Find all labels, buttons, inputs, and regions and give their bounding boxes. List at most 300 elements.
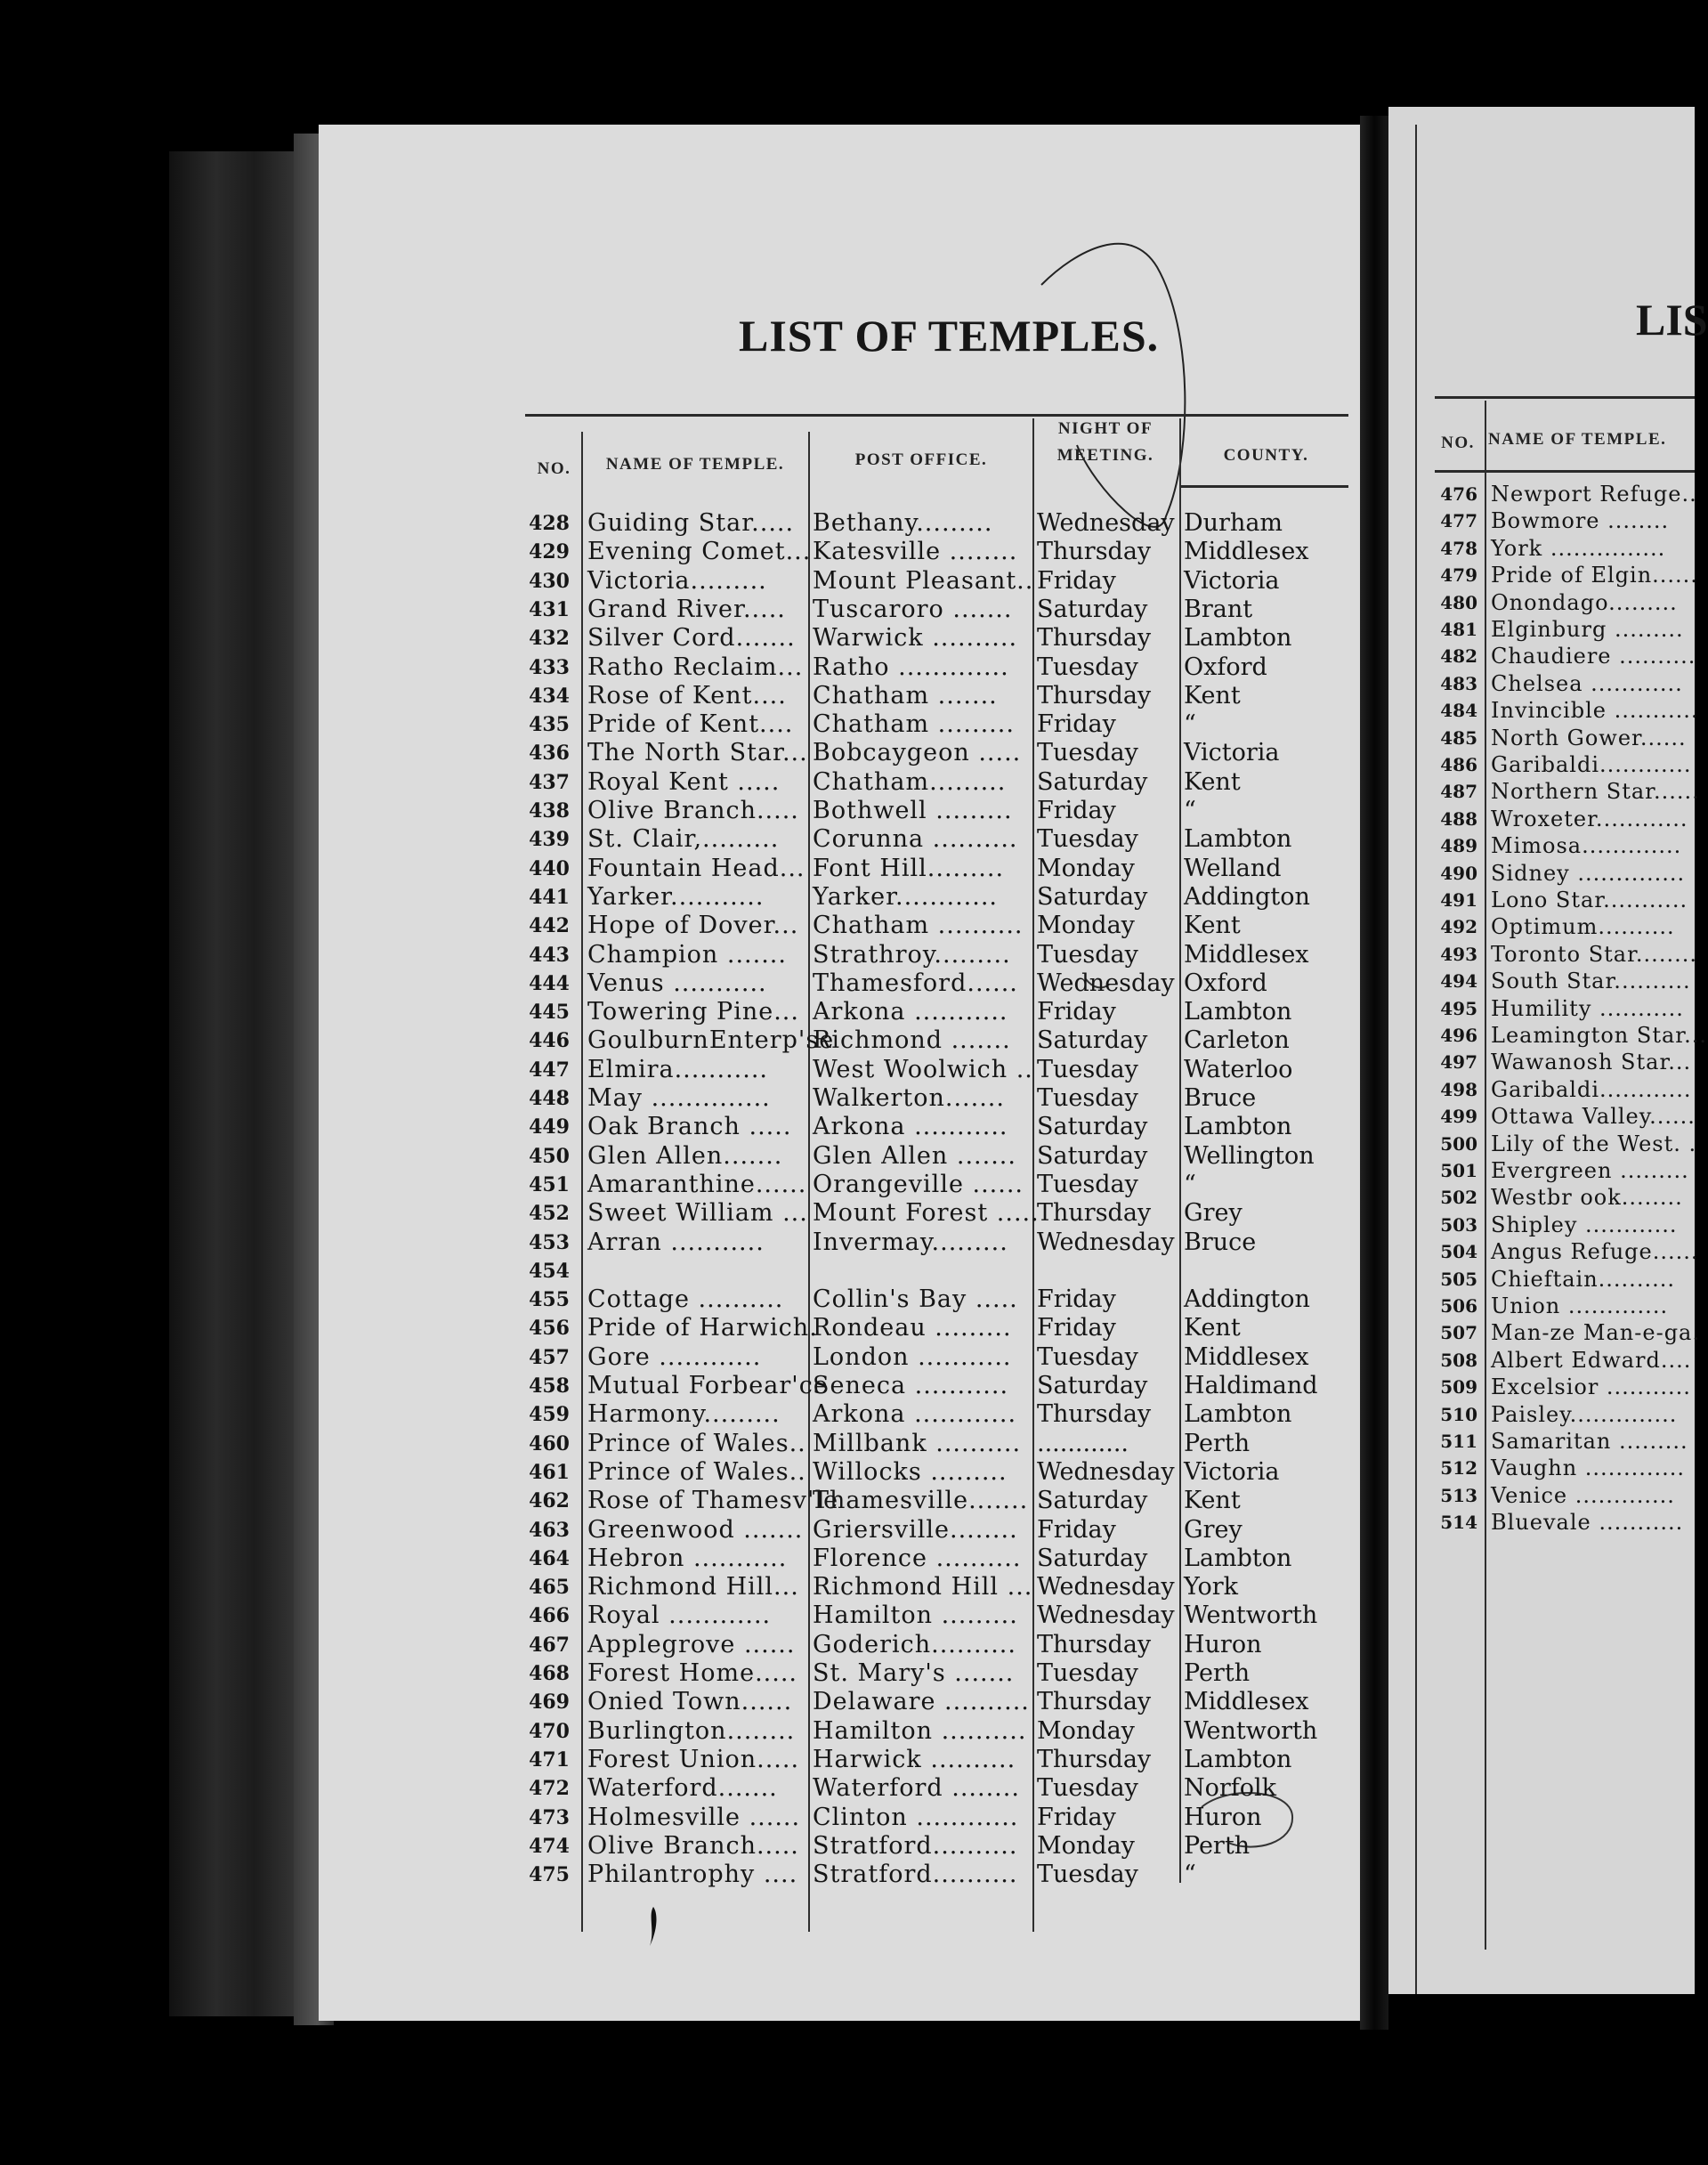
- temple-number: 471: [529, 1747, 570, 1772]
- county: Victoria: [1184, 1457, 1280, 1486]
- temple-number: 441: [529, 885, 570, 909]
- post-office: Millbank ..........: [813, 1429, 1022, 1457]
- county: “: [1184, 710, 1196, 739]
- temple-name: Olive Branch.....: [587, 797, 799, 824]
- temple-name: Lono Star...........: [1491, 888, 1688, 912]
- post-office: Willocks .........: [813, 1457, 1008, 1486]
- table-row: [525, 942, 1353, 969]
- post-office: St. Mary's .......: [813, 1659, 1015, 1687]
- meeting-night: Friday: [1037, 566, 1116, 595]
- post-office: Seneca ...........: [813, 1372, 1009, 1399]
- county: Durham: [1184, 509, 1283, 537]
- county: Kent: [1184, 681, 1241, 710]
- county: Perth: [1184, 1831, 1251, 1860]
- meeting-night: Wednesday: [1037, 1457, 1175, 1486]
- meeting-night: Saturday: [1037, 1026, 1148, 1055]
- temple-number: 503: [1440, 1213, 1477, 1236]
- table-row: [525, 826, 1353, 853]
- temple-number: 480: [1440, 591, 1477, 613]
- temple-name: Yarker...........: [587, 882, 765, 911]
- county: York: [1184, 1573, 1239, 1601]
- table-row: [1429, 1428, 1695, 1455]
- table-row: [525, 884, 1353, 911]
- temple-number: 514: [1440, 1512, 1477, 1534]
- temple-name: South Star..........: [1491, 969, 1691, 994]
- post-office: Arkona ...........: [813, 998, 1008, 1026]
- county: Wentworth: [1184, 1601, 1318, 1630]
- temple-number: 496: [1440, 1025, 1477, 1046]
- county: Kent: [1184, 1314, 1241, 1342]
- meeting-night: Saturday: [1037, 1113, 1148, 1141]
- county: Bruce: [1184, 1084, 1257, 1112]
- table-row: [1429, 860, 1695, 887]
- temple-number: 433: [529, 655, 570, 679]
- temple-name: Royal ............: [587, 1601, 772, 1630]
- meeting-night: Tuesday: [1037, 1774, 1138, 1803]
- temple-name: Royal Kent .....: [587, 767, 781, 796]
- table-row: [1429, 507, 1695, 534]
- meeting-night: Thursday: [1037, 1400, 1152, 1429]
- temple-number: 474: [529, 1834, 570, 1858]
- table-row: [1429, 887, 1695, 913]
- temple-number: 479: [1440, 564, 1477, 587]
- temple-number: 482: [1440, 645, 1477, 668]
- table-row: [1429, 670, 1695, 697]
- county: Lambton: [1184, 624, 1292, 653]
- temple-number: 500: [1440, 1132, 1477, 1155]
- header-post-office: POST OFFICE.: [854, 450, 988, 469]
- temple-number: 492: [1440, 916, 1477, 938]
- post-office: Thamesville.......: [813, 1487, 1029, 1515]
- temple-number: 446: [529, 1029, 570, 1053]
- table-row: [525, 1143, 1353, 1170]
- table-row: [525, 1114, 1353, 1140]
- table-row: [1429, 1482, 1695, 1509]
- temple-number: 448: [529, 1087, 570, 1110]
- temple-name: Leamington Star...: [1491, 1023, 1707, 1048]
- table-row: [1429, 481, 1695, 507]
- county: Norfolk: [1184, 1774, 1277, 1803]
- temple-name: Olive Branch.....: [587, 1831, 799, 1860]
- temple-name: Excelsior ...........: [1491, 1374, 1691, 1400]
- right-page-left-border: [1415, 125, 1417, 1994]
- post-office: Orangeville ......: [813, 1170, 1024, 1198]
- meeting-night: Friday: [1037, 797, 1116, 824]
- temple-number: 450: [529, 1144, 570, 1168]
- temple-name: Fountain Head...: [587, 854, 805, 882]
- temple-name: Venus ...........: [587, 969, 767, 997]
- table-row: [1429, 1212, 1695, 1238]
- meeting-night: Wednesday: [1037, 1601, 1175, 1630]
- post-office: Invermay.........: [813, 1228, 1008, 1256]
- county: Oxford: [1184, 969, 1267, 997]
- post-office: Corunna ..........: [813, 825, 1018, 854]
- table-row: [525, 510, 1353, 537]
- table-row: [1429, 1401, 1695, 1428]
- post-office: Richmond Hill ...: [813, 1573, 1033, 1601]
- table-row: [1429, 589, 1695, 616]
- right-header-no: NO.: [1441, 434, 1475, 452]
- table-row: [1429, 1022, 1707, 1049]
- post-office: Chatham ..........: [813, 912, 1024, 940]
- temple-number: 498: [1440, 1078, 1477, 1100]
- temple-name: Grand River.....: [587, 595, 786, 623]
- table-row: [525, 769, 1353, 796]
- meeting-night: Friday: [1037, 998, 1116, 1026]
- temple-name: Hebron ...........: [587, 1544, 788, 1572]
- temple-name: May ..............: [587, 1084, 771, 1112]
- county: Lambton: [1184, 998, 1292, 1026]
- temple-name: Ratho Reclaim...: [587, 653, 804, 681]
- meeting-night: Saturday: [1037, 1544, 1148, 1572]
- temple-name: Philantrophy ....: [587, 1861, 798, 1889]
- county: Perth: [1184, 1429, 1251, 1457]
- table-row: [1429, 778, 1700, 805]
- meeting-night: Saturday: [1037, 1372, 1148, 1399]
- table-row: [525, 1833, 1353, 1860]
- temple-number: 472: [529, 1777, 570, 1801]
- meeting-night: Tuesday: [1037, 1861, 1138, 1889]
- post-office: Griersville........: [813, 1515, 1018, 1544]
- temple-number: 453: [529, 1230, 570, 1254]
- right-header-top-rule: [1435, 396, 1695, 399]
- meeting-night: Thursday: [1037, 538, 1152, 566]
- county: Victoria: [1184, 739, 1280, 767]
- county: Haldimand: [1184, 1372, 1318, 1399]
- meeting-night: Thursday: [1037, 624, 1152, 653]
- temple-number: 497: [1440, 1051, 1477, 1074]
- temple-name: Pride of Harwich.: [587, 1314, 818, 1342]
- temple-number: 499: [1440, 1106, 1477, 1128]
- meeting-night: Monday: [1037, 912, 1135, 940]
- table-row: [1429, 806, 1695, 832]
- temple-name: Optimum..........: [1491, 914, 1675, 940]
- temple-number: 485: [1440, 726, 1477, 749]
- temple-number: 454: [529, 1259, 570, 1283]
- temple-number: 488: [1440, 807, 1477, 830]
- meeting-night: Wednesday: [1037, 1228, 1175, 1256]
- temple-name: Victoria.........: [587, 566, 767, 595]
- post-office: Harwick ..........: [813, 1745, 1016, 1773]
- meeting-night: Monday: [1037, 1716, 1135, 1745]
- temple-name: Mimosa.............: [1491, 833, 1682, 859]
- county: Wentworth: [1184, 1716, 1318, 1745]
- temple-number: 439: [529, 828, 570, 852]
- table-row: [525, 912, 1353, 939]
- meeting-night: ............: [1037, 1429, 1129, 1457]
- meeting-night: Tuesday: [1037, 940, 1138, 969]
- post-office: Ratho .............: [813, 653, 1009, 681]
- post-office: Waterford ........: [813, 1774, 1020, 1803]
- post-office: Clinton ............: [813, 1803, 1019, 1831]
- temple-number: 468: [529, 1662, 570, 1685]
- county: Grey: [1184, 1199, 1243, 1228]
- temple-name: Rose of Thamesv'le: [587, 1487, 839, 1515]
- county: “: [1184, 1861, 1196, 1889]
- temple-name: Forest Home.....: [587, 1659, 797, 1687]
- table-row: [525, 1632, 1353, 1658]
- temple-number: 452: [529, 1202, 570, 1226]
- table-row: [1429, 1157, 1695, 1184]
- temple-name: Guiding Star.....: [587, 509, 795, 537]
- temple-name: Prince of Wales..: [587, 1457, 806, 1486]
- table-row: [525, 1027, 1353, 1054]
- table-row: [1429, 643, 1695, 669]
- temple-number: 458: [529, 1374, 570, 1398]
- temple-number: 490: [1440, 862, 1477, 884]
- meeting-night: Monday: [1037, 1831, 1135, 1860]
- temple-number: 486: [1440, 754, 1477, 775]
- meeting-night: Wednesday: [1037, 1573, 1175, 1601]
- table-row: [525, 1660, 1353, 1687]
- table-row: [525, 1229, 1353, 1256]
- county: Brant: [1184, 595, 1253, 623]
- header-bottom-rule: [1179, 485, 1348, 488]
- table-row: [525, 1574, 1353, 1601]
- temple-number: 457: [529, 1345, 570, 1369]
- meeting-night: Thursday: [1037, 1630, 1152, 1658]
- temple-number: 489: [1440, 835, 1477, 857]
- table-row: [1429, 913, 1695, 940]
- temple-name: Samaritan .........: [1491, 1429, 1688, 1454]
- meeting-night: Thursday: [1037, 1199, 1152, 1228]
- post-office: Font Hill.........: [813, 854, 1005, 882]
- meeting-night: Thursday: [1037, 1745, 1152, 1773]
- temple-name: Union .............: [1491, 1293, 1669, 1318]
- temple-number: 465: [529, 1576, 570, 1600]
- post-office: Strathroy.........: [813, 940, 1011, 969]
- temple-number: 455: [529, 1288, 570, 1312]
- county: Waterloo: [1184, 1055, 1293, 1083]
- temple-name: Evening Comet...: [587, 538, 812, 566]
- temple-number: 432: [529, 627, 570, 651]
- temple-name: Ottawa Valley......: [1491, 1104, 1696, 1130]
- post-office: Stratford..........: [813, 1861, 1018, 1889]
- post-office: Arkona ............: [813, 1400, 1017, 1429]
- post-office: Glen Allen .......: [813, 1141, 1016, 1170]
- temple-name: North Gower......: [1491, 725, 1687, 750]
- temple-number: 437: [529, 770, 570, 794]
- temple-name: Onied Town......: [587, 1688, 793, 1716]
- table-row: [525, 1200, 1353, 1227]
- header-night-of: NIGHT OF: [1057, 419, 1154, 438]
- temple-number: 449: [529, 1115, 570, 1139]
- temple-number: 461: [529, 1460, 570, 1484]
- meeting-night: Saturday: [1037, 767, 1148, 796]
- temple-name: Wroxeter............: [1491, 806, 1688, 831]
- temple-number: 483: [1440, 672, 1477, 694]
- temple-name: Garibaldi............: [1491, 1076, 1692, 1102]
- post-office: Arkona ...........: [813, 1113, 1008, 1141]
- meeting-night: Friday: [1037, 710, 1116, 739]
- county: Kent: [1184, 912, 1241, 940]
- temple-number: 470: [529, 1719, 570, 1743]
- table-row: [525, 1172, 1353, 1198]
- table-row: [1429, 1184, 1695, 1211]
- temple-number: 493: [1440, 943, 1477, 965]
- table-row: [1429, 1293, 1695, 1319]
- temple-name: Holmesville ......: [587, 1803, 801, 1831]
- temple-name: Chaudiere ..........: [1491, 644, 1696, 669]
- temple-number: 502: [1440, 1187, 1477, 1209]
- county: Kent: [1184, 1487, 1241, 1515]
- table-row: [525, 1085, 1353, 1112]
- meeting-night: Monday: [1037, 854, 1135, 882]
- county: Middlesex: [1184, 1342, 1309, 1371]
- temple-number: 434: [529, 684, 570, 708]
- temple-name: Newport Refuge..: [1491, 482, 1697, 507]
- header-county: COUNTY.: [1223, 446, 1309, 465]
- right-header-bottom-rule: [1435, 470, 1695, 473]
- county: Lambton: [1184, 1745, 1292, 1773]
- table-row: [1429, 995, 1695, 1022]
- temple-number: 451: [529, 1172, 570, 1196]
- page-title: LIST OF TEMPLES.: [739, 311, 1160, 361]
- temple-number: 464: [529, 1546, 570, 1570]
- temple-name: Sweet William ...: [587, 1199, 808, 1228]
- meeting-night: Friday: [1037, 1314, 1116, 1342]
- table-row: [525, 1488, 1353, 1514]
- header-name-of-temple: NAME OF TEMPLE.: [605, 455, 785, 474]
- temple-name: Greenwood .......: [587, 1515, 804, 1544]
- table-row: [1429, 535, 1695, 562]
- temple-name: Burlington........: [587, 1716, 796, 1745]
- header-no: NO.: [537, 459, 571, 478]
- county: Carleton: [1184, 1026, 1290, 1055]
- post-office: Bothwell .........: [813, 797, 1013, 824]
- table-row: [525, 625, 1353, 652]
- temple-name: Pride of Elgin......: [1491, 563, 1698, 588]
- temple-number: 459: [529, 1403, 570, 1427]
- meeting-night: Tuesday: [1037, 1342, 1138, 1371]
- table-row: [525, 596, 1353, 623]
- county: Lambton: [1184, 1113, 1292, 1141]
- county: Perth: [1184, 1659, 1251, 1687]
- meeting-night: Tuesday: [1037, 1659, 1138, 1687]
- temple-name: Glen Allen.......: [587, 1141, 783, 1170]
- temple-number: 438: [529, 799, 570, 823]
- post-office: Hamilton ..........: [813, 1716, 1027, 1745]
- header-top-rule: [525, 414, 1348, 417]
- table-row: [525, 1057, 1353, 1083]
- county: Addington: [1184, 882, 1310, 911]
- right-page-title-fragment: LIS: [1636, 295, 1708, 345]
- meeting-night: Saturday: [1037, 595, 1148, 623]
- post-office: London ...........: [813, 1342, 1012, 1371]
- table-row: [1429, 1347, 1695, 1374]
- table-row: [525, 740, 1353, 766]
- county: “: [1184, 1170, 1196, 1198]
- meeting-night: Thursday: [1037, 1688, 1152, 1716]
- meeting-night: Friday: [1037, 1803, 1116, 1831]
- table-row: [1429, 725, 1695, 751]
- temple-number: 473: [529, 1805, 570, 1829]
- header-meeting: MEETING.: [1056, 446, 1154, 465]
- meeting-night: Tuesday: [1037, 1170, 1138, 1198]
- table-row: [1429, 968, 1695, 994]
- post-office: Collin's Bay .....: [813, 1285, 1018, 1314]
- table-row: [1429, 1103, 1695, 1130]
- temple-name: Elginburg .........: [1491, 617, 1684, 642]
- temple-name: Champion .......: [587, 940, 787, 969]
- temple-name: Arran ...........: [587, 1228, 765, 1256]
- meeting-night: Tuesday: [1037, 1055, 1138, 1083]
- table-row: [525, 1286, 1353, 1313]
- temple-number: 469: [529, 1691, 570, 1715]
- post-office: Goderich..........: [813, 1630, 1016, 1658]
- meeting-night: Thursday: [1037, 681, 1152, 710]
- temple-number: 467: [529, 1633, 570, 1657]
- table-row: [525, 855, 1353, 882]
- temple-name: Northern Star......: [1491, 779, 1700, 805]
- temple-number: 477: [1440, 510, 1477, 532]
- post-office: Chatham .........: [813, 710, 1015, 739]
- table-row: [1429, 1266, 1695, 1293]
- temple-name: Amaranthine......: [587, 1170, 807, 1198]
- temple-number: 504: [1440, 1241, 1477, 1263]
- county: Kent: [1184, 767, 1241, 796]
- temple-number: 512: [1440, 1457, 1477, 1480]
- meeting-night: Tuesday: [1037, 739, 1138, 767]
- table-row: [525, 1373, 1353, 1399]
- meeting-night: Tuesday: [1037, 825, 1138, 854]
- temple-number: 445: [529, 1001, 570, 1025]
- post-office: Chatham.........: [813, 767, 1007, 796]
- table-row: [1429, 1374, 1695, 1400]
- post-office: Walkerton.......: [813, 1084, 1005, 1112]
- temple-number: 442: [529, 914, 570, 938]
- table-row: [525, 1689, 1353, 1715]
- table-row: [525, 970, 1353, 997]
- table-row: [525, 1431, 1353, 1457]
- temple-name: Albert Edward....: [1491, 1347, 1692, 1373]
- county: Huron: [1184, 1630, 1262, 1658]
- post-office: Bethany.........: [813, 509, 993, 537]
- post-office: Rondeau .........: [813, 1314, 1012, 1342]
- temple-number: 430: [529, 569, 570, 593]
- temple-name: Forest Union.....: [587, 1745, 800, 1773]
- table-row: [525, 999, 1353, 1026]
- meeting-night: Friday: [1037, 1285, 1116, 1314]
- table-row: [525, 1718, 1353, 1745]
- table-row: [525, 1804, 1353, 1831]
- temple-name: Waterford.......: [587, 1774, 778, 1803]
- table-row: [1429, 1509, 1695, 1536]
- county: Middlesex: [1184, 940, 1309, 969]
- temple-number: 511: [1440, 1431, 1477, 1452]
- temple-name: Shipley ............: [1491, 1212, 1678, 1237]
- table-row: [1429, 751, 1695, 778]
- table-row: [525, 1747, 1353, 1773]
- temple-name: Oak Branch .....: [587, 1113, 792, 1141]
- table-row: [525, 1401, 1353, 1428]
- post-office: Chatham .......: [813, 681, 998, 710]
- temple-number: 508: [1440, 1349, 1477, 1371]
- temple-name: Sidney ..............: [1491, 860, 1686, 886]
- temple-number: 431: [529, 597, 570, 621]
- temple-number: 435: [529, 713, 570, 737]
- county: “: [1184, 797, 1196, 824]
- temple-number: 428: [529, 512, 570, 535]
- temple-number: 475: [529, 1863, 570, 1887]
- temple-name: Toronto Star........: [1491, 941, 1697, 967]
- temple-name: Westbr ook........: [1491, 1185, 1683, 1211]
- page-gutter: [1360, 116, 1388, 2030]
- temple-name: Invincible ...........: [1491, 698, 1699, 724]
- temple-number: 501: [1440, 1160, 1477, 1181]
- county: Middlesex: [1184, 538, 1309, 566]
- temple-number: 510: [1440, 1403, 1477, 1425]
